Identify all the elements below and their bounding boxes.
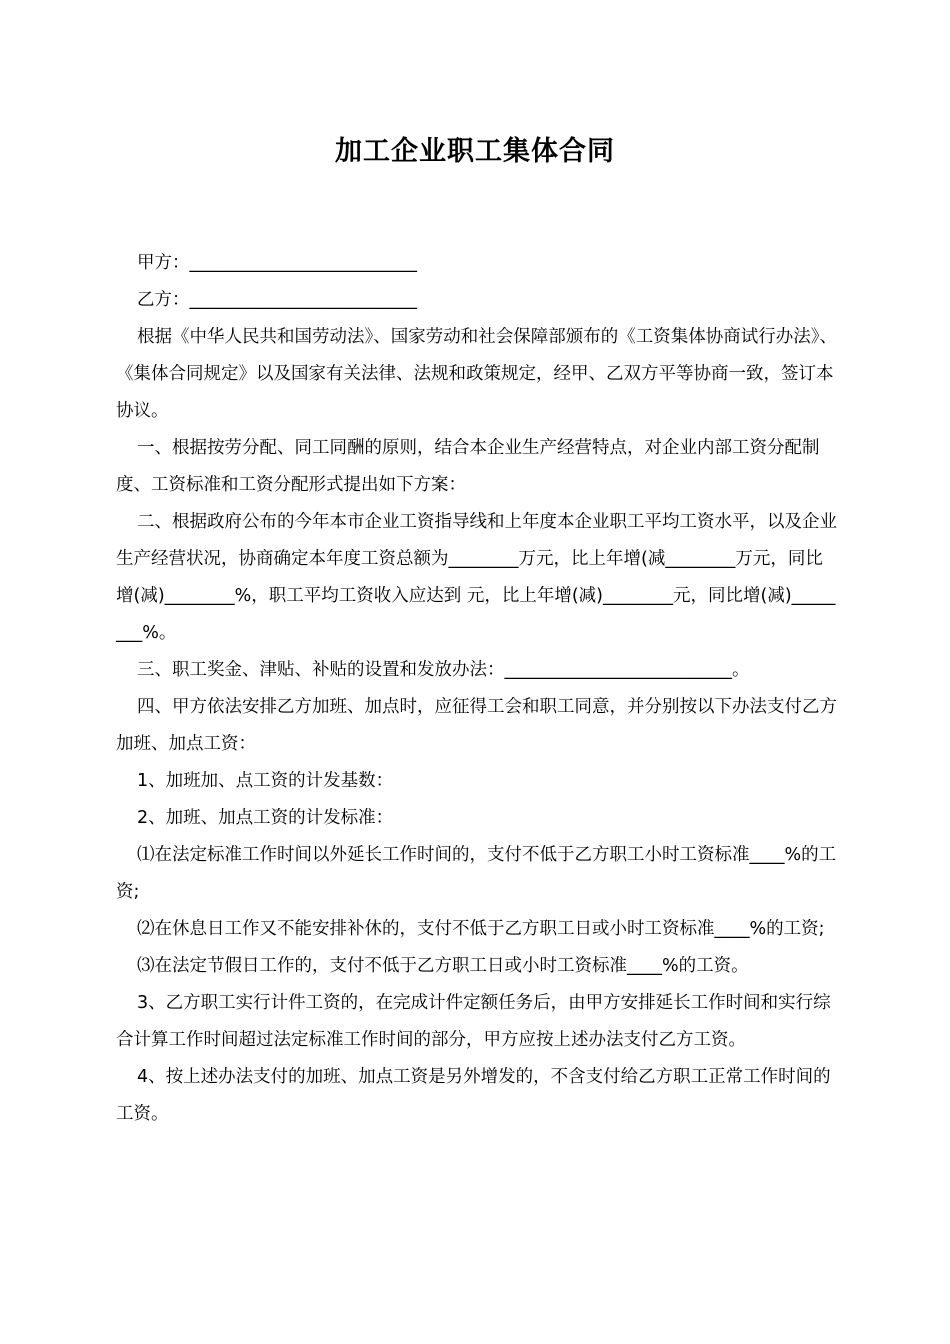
- party-b-line: 乙方：__________________________: [137, 290, 417, 310]
- clause-4-paragraph: 四、甲方依法安排乙方加班、加点时，应征得工会和职工同意，并分别按以下办法支付乙方加班、加点工资：: [116, 697, 837, 754]
- document-title: 加工企业职工集体合同: [335, 136, 615, 167]
- clause-4-item-2-sub-3: ⑶在法定节假日工作的，支付不低于乙方职工日或小时工资标准____%的工资。: [137, 956, 749, 976]
- clause-4-item-2-sub-1: ⑴在法定标准工作时间以外延长工作时间的，支付不低于乙方职工小时工资标准____%的工资;: [116, 845, 837, 902]
- clause-4-item-4: 4、按上述办法支付的加班、加点工资是另外增发的，不含支付给乙方职工正常工作时间的工资。: [116, 1067, 831, 1124]
- document-body: [116, 245, 838, 1133]
- clause-2-paragraph: 二、根据政府公布的今年本市企业工资指导线和上年度本企业职工平均工资水平，以及企业生产经营状况，协商确定本年度工资总额为________万元，比上年增(减________万元，同比增(减)________%，职工平均工资收入应达到 元，比上年增(减)________元，同比增(减)________%。: [116, 512, 837, 643]
- clause-4-item-1: 1、加班加、点工资的计发基数：: [137, 771, 394, 791]
- clause-4-item-2: 2、加班、加点工资的计发标准：: [137, 808, 394, 828]
- clause-3-paragraph: 三、职工奖金、津贴、补贴的设置和发放办法：__________________________。: [137, 660, 750, 680]
- preamble-paragraph: 根据《中华人民共和国劳动法》、国家劳动和社会保障部颁布的《工资集体协商试行办法》、《集体合同规定》以及国家有关法律、法规和政策规定，经甲、乙双方平等协商一致，签订本协议。: [116, 327, 837, 421]
- party-a-line: 甲方：__________________________: [137, 253, 417, 273]
- clause-4-item-3: 3、乙方职工实行计件工资的，在完成计件定额任务后，由甲方安排延长工作时间和实行综合计算工作时间超过法定标准工作时间的部分，甲方应按上述办法支付乙方工资。: [116, 993, 831, 1050]
- clause-1-paragraph: 一、根据按劳分配、同工同酬的原则，结合本企业生产经营特点，对企业内部工资分配制度、工资标准和工资分配形式提出如下方案：: [116, 438, 820, 495]
- clause-4-item-2-sub-2: ⑵在休息日工作又不能安排补休的，支付不低于乙方职工日或小时工资标准____%的工资;: [137, 919, 825, 939]
